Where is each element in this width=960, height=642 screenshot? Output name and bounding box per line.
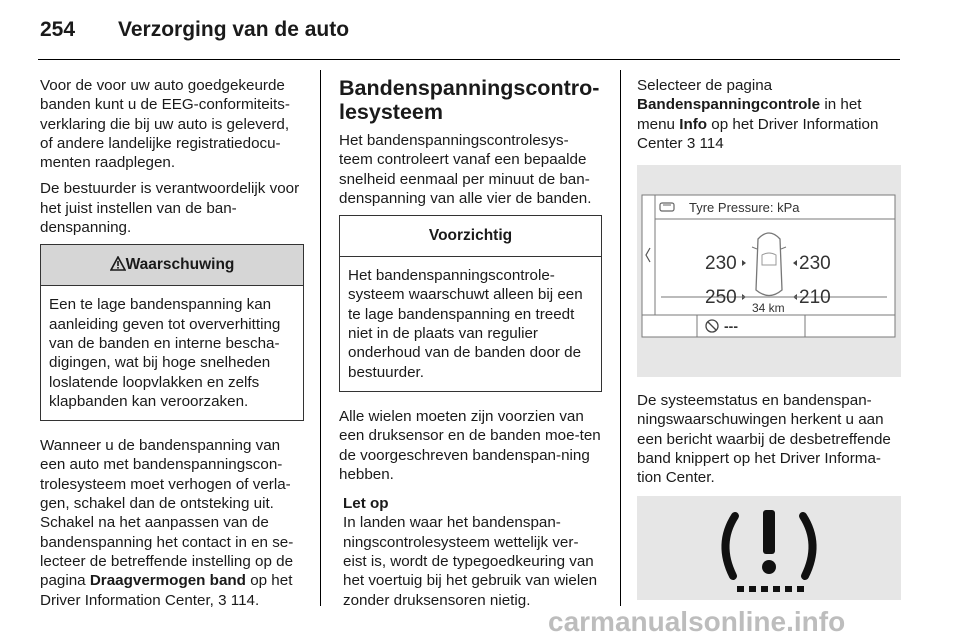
paragraph: De systeemstatus en bandenspan-ningswaarschuwingen herkent u aan een bericht waarbij de desbetreffende band knippert op het Driver Informa-tion Center. xyxy=(637,392,891,487)
pressure-front-left: 230 xyxy=(705,253,737,275)
text-run: Selecteer de pagina xyxy=(637,77,773,94)
bold-term: Info xyxy=(679,115,708,133)
paragraph: Het bandenspanningscontrolesys-teem controleert vanaf een bepaalde snelheid eenmaal per minuut de ban-denspanning van alle vier de banden. xyxy=(339,132,592,207)
caution-title: Voorzichtig xyxy=(340,216,601,257)
warning-triangle-icon xyxy=(110,256,126,271)
column-right xyxy=(637,76,901,600)
page-reference: 3 114. xyxy=(218,591,260,609)
dic-display xyxy=(637,165,901,377)
tpms-icon-illustration xyxy=(637,496,901,600)
paragraph xyxy=(637,76,901,153)
warning-header xyxy=(41,245,303,286)
caution-body: Het bandenspanningscontrole-systeem waarschuwt alleen bij een te lage bandenspanning en treedt niet in de plaats van regulier onderhoud van de banden door de bestuurder. xyxy=(348,267,583,381)
bold-term: Draagvermogen band xyxy=(89,572,246,590)
header-rule xyxy=(38,59,900,60)
dic-title: Tyre Pressure: kPa xyxy=(689,200,800,216)
warning-box xyxy=(40,244,304,421)
note-title: Let op xyxy=(343,495,389,513)
paragraph: De bestuurder is verantwoordelijk voor het juist instellen van de ban-denspanning. xyxy=(40,180,300,237)
dic-illustration xyxy=(637,165,901,377)
distance-readout: 34 km xyxy=(752,301,785,316)
column-divider xyxy=(620,70,621,606)
caution-box xyxy=(339,215,602,392)
note-text: In landen waar het bandenspan-ningscontrolesysteem wettelijk ver-eist is, wordt de typegoedkeuring van het voertuig bij het gebruik van wielen zonder druksensoren nietig. xyxy=(343,514,598,609)
text-run: Wanneer u de bandenspanning van een auto met bandenspanningscon-trolesysteem moet verhogen of verla-gen, schakel dan de ontsteking uit. Schakel na het aanpassen van de bandenspanning het contact in en se-lecteer de betreffende instelling op de pagina xyxy=(40,437,294,590)
pressure-front-right: 230 xyxy=(799,253,831,275)
text-run: op het Driver Information Center, xyxy=(40,572,293,609)
text-run: op het Driver Information Center xyxy=(637,115,879,152)
paragraph: Voor de voor uw auto goedgekeurde banden kunt u de EEG-conformiteits-verklaring die bij uw auto is geleverd, of andere landelijke registratiedocu-menten raadplegen. xyxy=(40,77,290,172)
section-heading: Bandenspanningscontro-lesysteem xyxy=(339,76,600,124)
chapter-title: Verzorging van de auto xyxy=(118,18,350,41)
page-reference: 3 114 xyxy=(686,134,724,152)
bold-term: Bandenspanningcontrole xyxy=(637,96,821,114)
note-block xyxy=(339,494,602,610)
warning-body: Een te lage bandenspanning kan aanleiding geven tot oververhitting van de banden en interne bescha-digingen, wat bij hoge snelheden loslatende loopvlakken en zelfs klapbanden kan veroorzaken. xyxy=(49,296,281,410)
text-run: in het menu xyxy=(637,96,862,133)
tpms-warning-icon xyxy=(637,496,901,600)
page-number: 254 xyxy=(40,18,76,41)
column-left xyxy=(40,76,304,617)
paragraph xyxy=(40,436,304,610)
column-divider xyxy=(320,70,321,606)
paragraph: Alle wielen moeten zijn voorzien van een druksensor en de banden moe-ten de voorgeschreven bandenspan-ning hebben. xyxy=(339,407,601,483)
column-middle xyxy=(339,76,602,610)
status-readout: --- xyxy=(724,318,738,335)
warning-title: Waarschuwing xyxy=(125,256,235,274)
pressure-rear-right: 210 xyxy=(799,287,831,309)
watermark: carmanualsonline.info xyxy=(548,606,846,637)
pressure-rear-left: 250 xyxy=(705,287,737,309)
